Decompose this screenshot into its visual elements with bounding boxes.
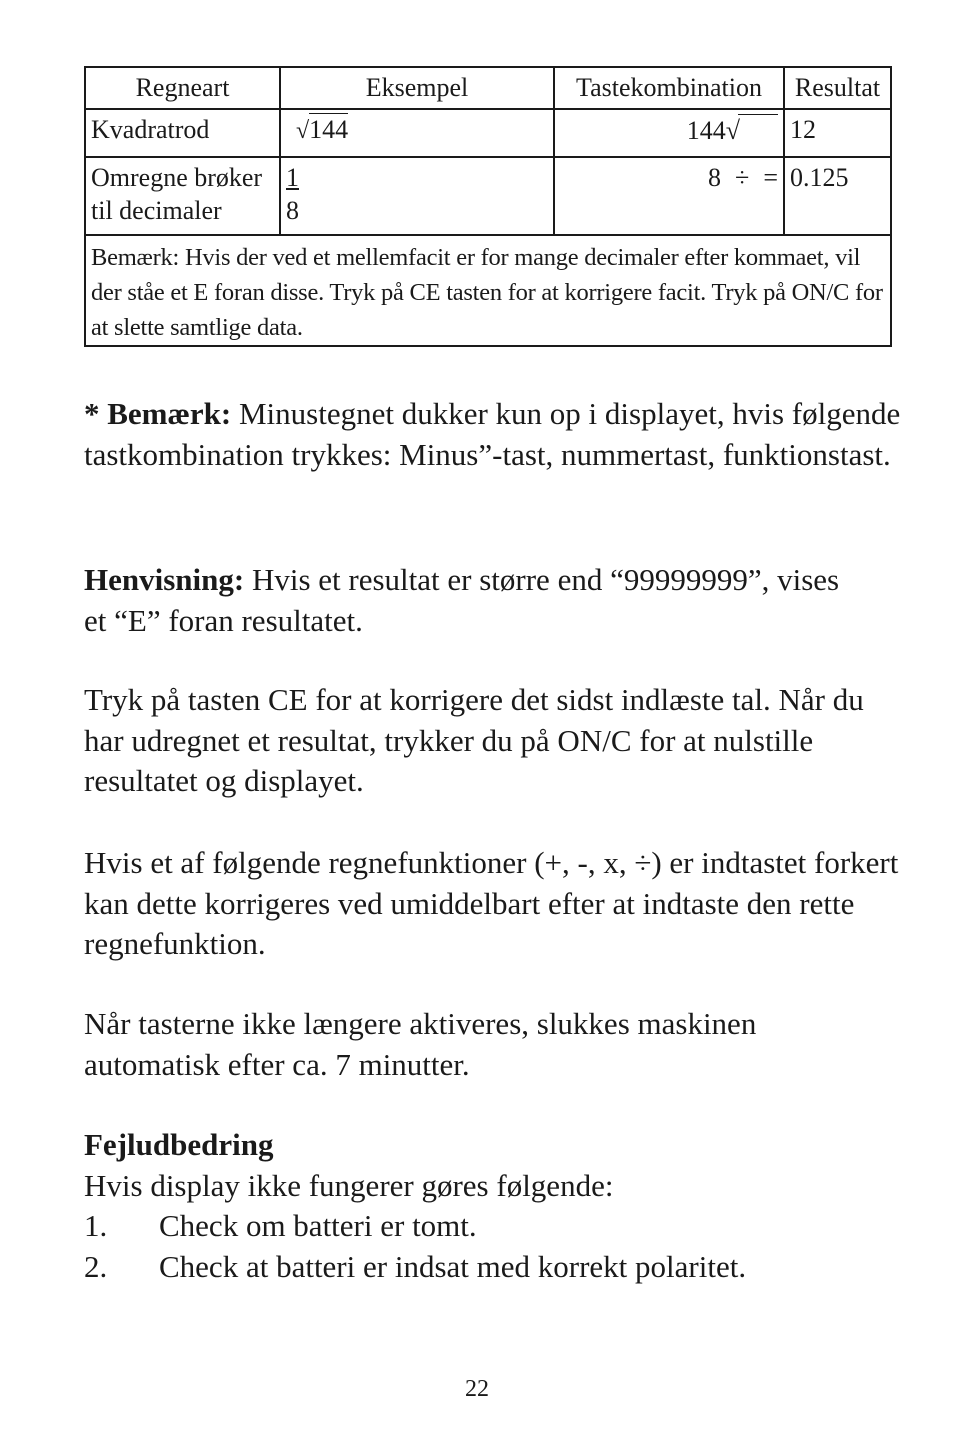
example-cell (280, 109, 554, 157)
result-cell: 12 (784, 109, 891, 157)
troubleshooting-section (84, 1125, 914, 1287)
header-result: Resultat (784, 67, 891, 109)
header-key-combination: Tastekombination (554, 67, 784, 109)
result-cell: 0.125 (784, 157, 891, 235)
list-number: 2. (84, 1248, 108, 1284)
operation-line: Omregne brøker (91, 163, 263, 192)
table-note-row (85, 235, 891, 346)
square-root-icon: √ (296, 118, 310, 144)
auto-off-paragraph: Når tasterne ikke længere aktiveres, slukkes maskinen automatisk efter ca. 7 minutter. (84, 1006, 757, 1082)
square-root-key-overline (738, 114, 778, 148)
page-number: 22 (465, 1376, 489, 1402)
ce-paragraph: Tryk på tasten CE for at korrigere det sidst indlæste tal. Når du har udregnet et resultat, trykker du på ON/C for at nulstille resultatet og displayet. (84, 682, 864, 798)
troubleshooting-heading: Fejludbedring (84, 1127, 274, 1162)
operation-cell: Kvadratrod (85, 109, 280, 157)
minus-note-text: Minustegnet dukker kun op i displayet, hvis følgende tastkombination trykkes: Minus”-tast, nummertast, funktionstast. (84, 396, 901, 472)
radicand: 144 (309, 115, 349, 144)
list-number: 1. (84, 1208, 108, 1243)
key-eight: 8 (708, 163, 722, 192)
example-cell (280, 157, 554, 235)
header-example: Eksempel (280, 67, 554, 109)
operation-line: til decimaler (91, 195, 222, 225)
fraction-denominator: 8 (286, 195, 299, 225)
list-text: Check om batteri er tomt. (159, 1208, 477, 1243)
key-combination-cell (554, 109, 784, 157)
key-sequence: 144√ (686, 116, 740, 145)
functions-paragraph: Hvis et af følgende regnefunktioner (+, -, x, ÷) er indtastet forkert kan dette korrigeres ved umiddelbart efter at indtaste den rette regnefunktion. (84, 845, 899, 961)
troubleshooting-intro: Hvis display ikke fungerer gøres følgende: (84, 1167, 614, 1203)
list-item (84, 1206, 914, 1247)
list-item (84, 1247, 914, 1288)
equals-key-icon: = (763, 163, 778, 192)
calculation-table (84, 66, 892, 347)
list-text: Check at batteri er indsat med korrekt polaritet. (159, 1248, 747, 1284)
table-row (85, 109, 891, 157)
table-note: Bemærk: Hvis der ved et mellemfacit er for mange decimaler efter kommaet, vil der ståe et E foran disse. Tryk på CE tasten for at korrigere facit. Tryk på ON/C for at slette samtlige data. (85, 235, 891, 346)
square-root-expression (296, 114, 348, 147)
reference-text: Hvis et resultat er større end “99999999”, vises et “E” foran resultatet. (84, 562, 840, 638)
key-combination-cell (554, 157, 784, 235)
operation-cell (85, 157, 280, 235)
fraction-numerator: 1 (286, 163, 299, 192)
minus-note-paragraph (84, 394, 914, 475)
header-operation: Regneart (85, 67, 280, 109)
table-row (85, 157, 891, 235)
reference-paragraph (84, 560, 844, 641)
divide-key-icon: ÷ (735, 163, 750, 192)
reference-label: Henvisning: (84, 562, 245, 597)
table-header-row (85, 67, 891, 109)
minus-note-label: * Bemærk: (84, 396, 232, 431)
